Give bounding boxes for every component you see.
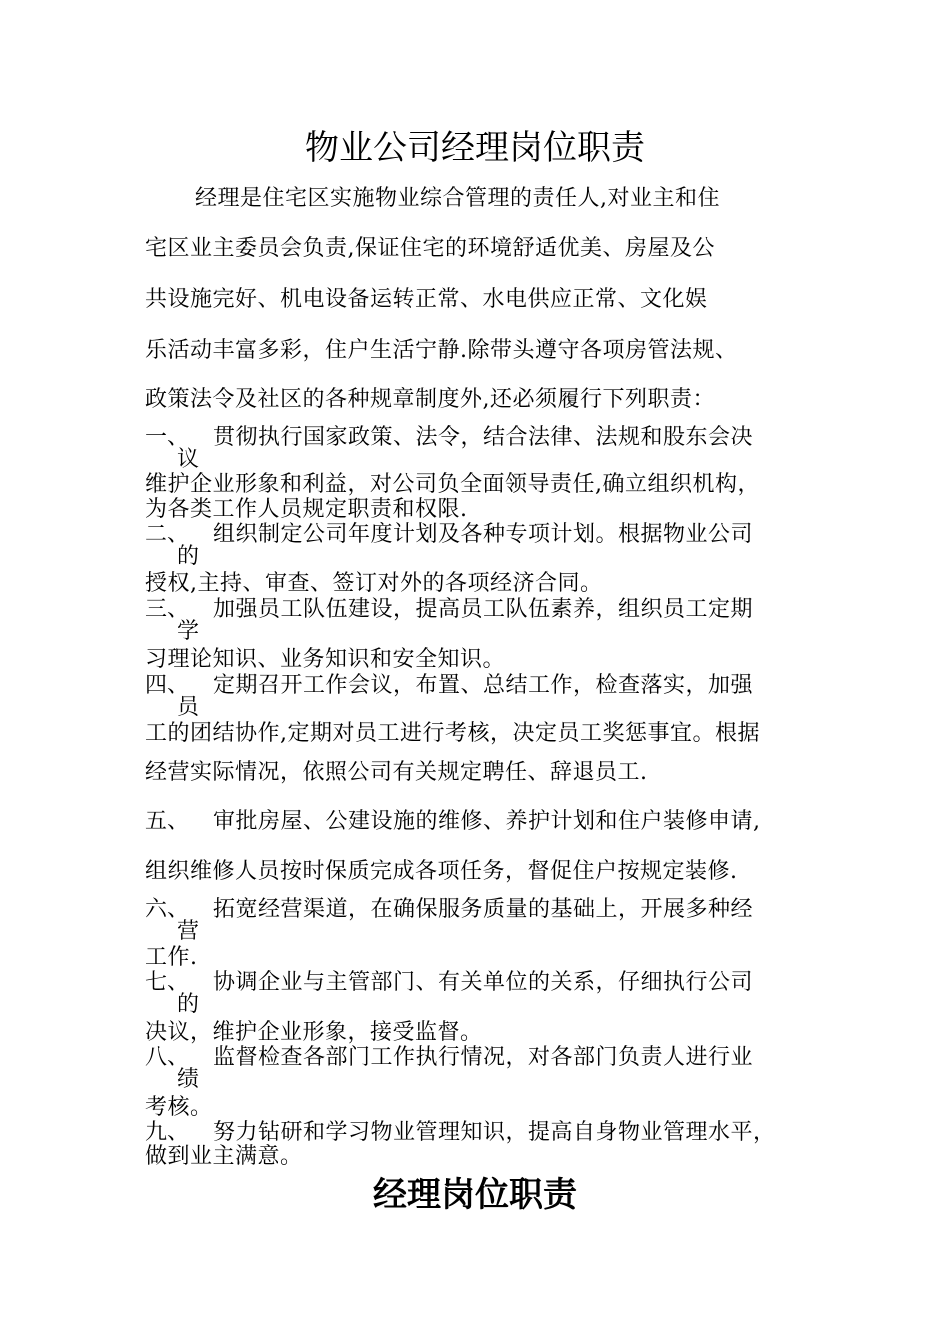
- item-first-line: 监督检查各部门工作执行情况，对各部门负责人进行业: [213, 1045, 754, 1070]
- item-number: 四、: [145, 673, 190, 698]
- item-continuation: 做到业主满意。: [145, 1144, 303, 1169]
- section-title: 经理岗位职责: [373, 1175, 577, 1215]
- item-continuation: 决议，维护企业形象，接受监督。: [145, 1020, 483, 1045]
- item-continuation: 工作.: [145, 945, 198, 970]
- intro-line: 政策法令及社区的各种规章制度外,还必须履行下列职责：: [145, 387, 715, 412]
- intro-line: 乐活动丰富多彩，住户生活宁静.除带头遵守各项房管法规、: [145, 338, 738, 363]
- intro-line: 宅区业主委员会负责,保证住宅的环境舒适优美、房屋及公: [145, 236, 715, 261]
- item-number: 一、: [145, 425, 190, 450]
- item-continuation: 为各类工作人员规定职责和权限.: [145, 497, 468, 522]
- item-continuation: 授权,主持、审查、签订对外的各项经济合同。: [145, 571, 603, 596]
- item-first-line: 审批房屋、公建设施的维修、养护计划和住户装修申请,: [213, 809, 761, 834]
- item-number: 七、: [145, 970, 190, 995]
- item-wrap-char: 的: [177, 544, 200, 569]
- item-continuation: 习理论知识、业务知识和安全知识。: [145, 647, 506, 672]
- item-continuation: 工的团结协作,定期对员工进行考核，决定员工奖惩事宜。根据: [145, 721, 760, 746]
- item-wrap-char: 学: [177, 619, 200, 644]
- item-number: 九、: [145, 1120, 190, 1145]
- item-first-line: 组织制定公司年度计划及各种专项计划。根据物业公司: [213, 522, 754, 547]
- item-continuation: 经营实际情况，依照公司有关规定聘任、辞退员工.: [145, 760, 648, 785]
- item-wrap-char: 营: [177, 919, 200, 944]
- item-continuation: 考核。: [145, 1095, 213, 1120]
- item-number: 二、: [145, 522, 190, 547]
- item-wrap-char: 员: [177, 695, 200, 720]
- item-first-line: 努力钻研和学习物业管理知识，提高自身物业管理水平，: [213, 1120, 776, 1145]
- intro-line: 共设施完好、机电设备运转正常、水电供应正常、文化娱: [145, 287, 708, 312]
- item-number: 六、: [145, 897, 190, 922]
- item-wrap-char: 议: [177, 447, 200, 472]
- item-first-line: 协调企业与主管部门、有关单位的关系，仔细执行公司: [213, 970, 754, 995]
- item-number: 八、: [145, 1045, 190, 1070]
- item-first-line: 贯彻执行国家政策、法令，结合法律、法规和股东会决: [213, 425, 754, 450]
- intro-line: 经理是住宅区实施物业综合管理的责任人,对业主和住: [195, 186, 720, 211]
- document-title: 物业公司经理岗位职责: [305, 128, 645, 168]
- item-first-line: 加强员工队伍建设，提高员工队伍素养，组织员工定期: [213, 597, 754, 622]
- item-number: 五、: [145, 809, 190, 834]
- item-continuation: 维护企业形象和利益，对公司负全面领导责任,确立组织机构，: [145, 472, 760, 497]
- item-wrap-char: 的: [177, 992, 200, 1017]
- item-wrap-char: 绩: [177, 1067, 200, 1092]
- item-first-line: 定期召开工作会议，布置、总结工作，检查落实，加强: [213, 673, 754, 698]
- item-continuation: 组织维修人员按时保质完成各项任务，督促住户按规定装修.: [145, 859, 738, 884]
- item-number: 三、: [145, 597, 190, 622]
- item-first-line: 拓宽经营渠道，在确保服务质量的基础上，开展多种经: [213, 897, 754, 922]
